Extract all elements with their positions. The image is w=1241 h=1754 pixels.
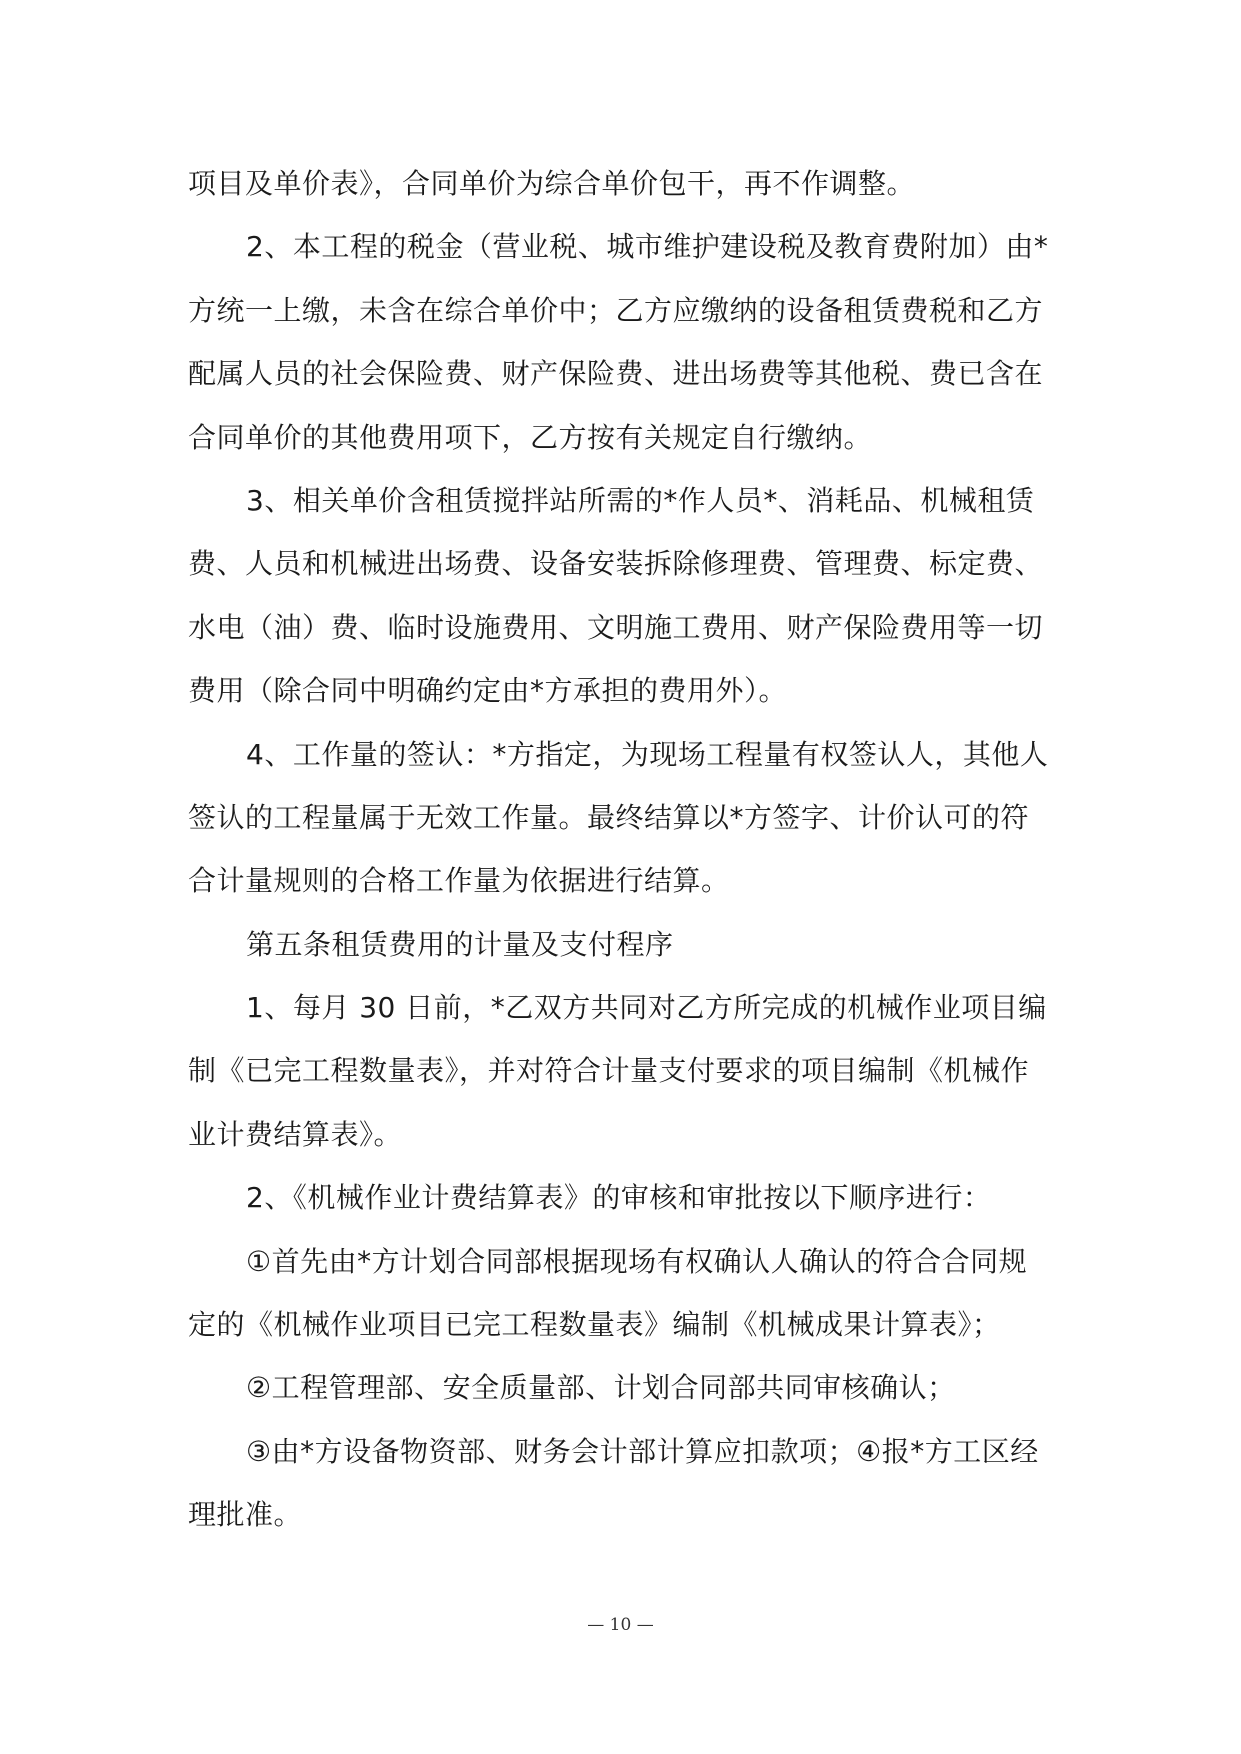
text-line: 理批准。 xyxy=(188,1498,303,1532)
text-line: 签认的工程量属于无效工作量。最终结算以*方签字、计价认可的符 xyxy=(188,800,1030,834)
section-heading: 第五条租赁费用的计量及支付程序 xyxy=(246,927,674,961)
text-line: 配属人员的社会保险费、财产保险费、进出场费等其他税、费已含在 xyxy=(188,357,1044,391)
text-line: 3、相关单价含租赁搅拌站所需的*作人员*、消耗品、机械租赁 xyxy=(246,483,1035,517)
text-line: 水电（油）费、临时设施费用、文明施工费用、财产保险费用等一切 xyxy=(188,610,1044,644)
text-line: ①首先由*方计划合同部根据现场有权确认人确认的符合合同规 xyxy=(246,1244,1028,1278)
text-line: 4、工作量的签认：*方指定，为现场工程量有权签认人，其他人 xyxy=(246,737,1049,771)
text-line: 项目及单价表》，合同单价为综合单价包干，再不作调整。 xyxy=(188,167,916,200)
text-line: 定的《机械作业项目已完工程数量表》编制《机械成果计算表》； xyxy=(188,1308,1001,1342)
text-line: ③由*方设备物资部、财务会计部计算应扣款项；④报*方工区经 xyxy=(246,1434,1039,1468)
text-line: 2、《机械作业计费结算表》的审核和审批按以下顺序进行： xyxy=(246,1181,992,1215)
text-line: 合计量规则的合格工作量为依据进行结算。 xyxy=(188,864,730,898)
text-line: 费用（除合同中明确约定由*方承担的费用外）。 xyxy=(188,674,788,708)
text-line: 费、人员和机械进出场费、设备安装拆除修理费、管理费、标定费、 xyxy=(188,547,1044,581)
text-line: 合同单价的其他费用项下，乙方按有关规定自行缴纳。 xyxy=(188,420,873,454)
body-text xyxy=(188,152,1058,1547)
text-line: 1、每月 30 日前，*乙双方共同对乙方所完成的机械作业项目编 xyxy=(246,991,1047,1025)
text-line: ②工程管理部、安全质量部、计划合同部共同审核确认； xyxy=(246,1371,956,1405)
text-line: 2、本工程的税金（营业税、城市维护建设税及教育费附加）由* xyxy=(246,230,1049,264)
page-number: — 10 — xyxy=(587,1615,654,1635)
text-line: 制《已完工程数量表》，并对符合计量支付要求的项目编制《机械作 xyxy=(188,1054,1030,1088)
text-line: 业计费结算表》。 xyxy=(188,1117,403,1151)
text-line: 方统一上缴，未含在综合单价中；乙方应缴纳的设备租赁费税和乙方 xyxy=(188,293,1044,327)
